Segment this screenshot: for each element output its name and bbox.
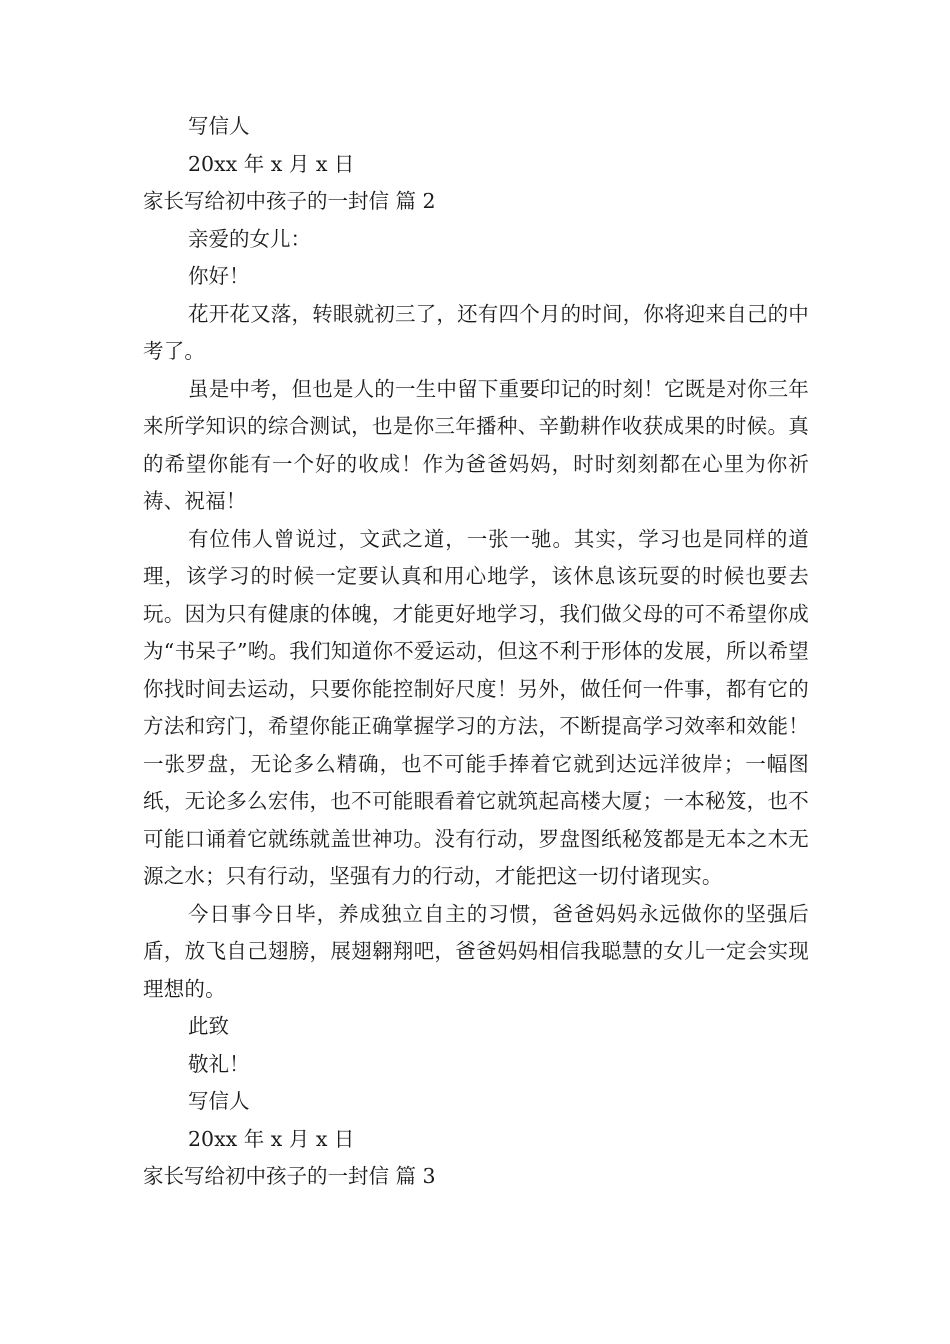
salutation: 亲爱的女儿： (188, 226, 311, 251)
salute: 敬礼！ (188, 1051, 250, 1076)
paragraph-4: 今日事今日毕，养成独立自主的习惯，爸爸妈妈永远做你的坚强后盾，放飞自己翅膀，展翅翱翔吧，爸爸妈妈相信我聪慧的女儿一定会实现理想的。 (143, 901, 809, 1001)
section-heading-3: 家长写给初中孩子的一封信 篇 3 (143, 1164, 436, 1188)
document-page (143, 108, 809, 1196)
greeting: 你好！ (188, 264, 250, 288)
paragraph-1: 花开花又落，转眼就初三了，还有四个月的时间，你将迎来自己的中考了。 (143, 301, 809, 363)
closing: 此致 (188, 1014, 229, 1038)
date-previous: 20xx 年 x 月 x 日 (188, 151, 355, 176)
section-heading-2: 家长写给初中孩子的一封信 篇 2 (143, 189, 436, 213)
signature: 写信人 (188, 1089, 250, 1113)
paragraph-3: 有位伟人曾说过，文武之道，一张一驰。其实，学习也是同样的道理，该学习的时候一定要认真和用心地学，该休息该玩耍的时候也要去玩。因为只有健康的体魄，才能更好地学习，我们做父母的可不希望你成为“书呆子”哟。我们知道你不爱运动，但这不利于形体的发展，所以希望你找时间去运动，只要你能控制好尺度！另外，做任何一件事，都有它的方法和窍门，希望你能正确掌握学习的方法，不断提高学习效率和效能！一张罗盘，无论多么精确，也不可能手捧着它就到达远洋彼岸；一幅图纸，无论多么宏伟，也不可能眼看着它就筑起高楼大厦；一本秘笈，也不可能口诵着它就练就盖世神功。没有行动，罗盘图纸秘笈都是无本之木无源之水；只有行动，坚强有力的行动，才能把这一切付诸现实。 (143, 526, 809, 888)
date: 20xx 年 x 月 x 日 (188, 1126, 355, 1151)
paragraph-2: 虽是中考，但也是人的一生中留下重要印记的时刻！它既是对你三年来所学知识的综合测试，也是你三年播种、辛勤耕作收获成果的时候。真的希望你能有一个好的收成！作为爸爸妈妈，时时刻刻都在心里为你祈祷、祝福！ (143, 376, 809, 513)
signature-previous: 写信人 (188, 114, 250, 138)
